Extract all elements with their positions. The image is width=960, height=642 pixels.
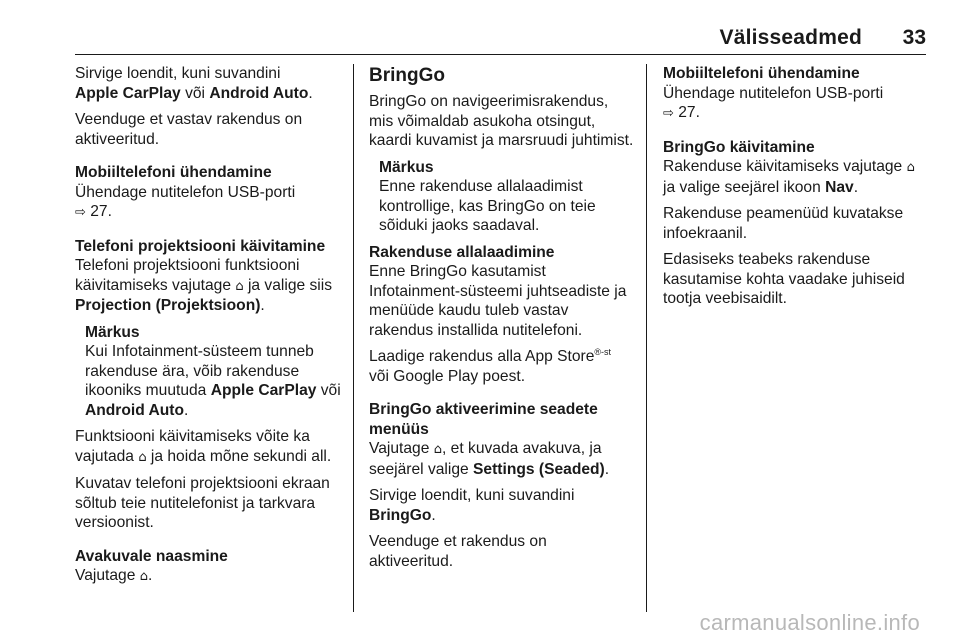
paragraph: Veenduge et rakendus on aktiveeritud. bbox=[369, 533, 547, 570]
heading: Mobiiltelefoni ühendamine bbox=[75, 164, 272, 181]
note-label: Märkus bbox=[85, 323, 140, 341]
paragraph: Sirvige loendit, kuni suvandini BringGo. bbox=[369, 487, 575, 524]
heading: BringGo käivitamine bbox=[663, 138, 815, 156]
paragraph: Sirvige loendit, kuni suvandini Apple CarPlay või Android Auto. bbox=[75, 65, 313, 102]
paragraph: Laadige rakendus alla App Store$^{®-st}$ või Google Play poest. bbox=[369, 346, 612, 385]
heading: Rakenduse allalaadimine bbox=[369, 243, 555, 261]
note-box: Märkus Enne rakenduse allalaadimist kontrollige, kas BringGo on teie sõiduki jaoks saadaval. bbox=[369, 158, 635, 236]
heading: Telefoni projektsiooni käivitamine bbox=[75, 237, 326, 255]
paragraph: Ühendage nutitelefon USB-porti ⇨ 27. bbox=[663, 84, 884, 121]
paragraph: BringGo on navigeerimisrakendus, mis võimaldab asukoha otsingut, kaardi kuvamist ja marsruudi juhtimist. bbox=[369, 93, 634, 149]
paragraph: Rakenduse peamenüüd kuvatakse infoekraanil. bbox=[663, 205, 904, 242]
heading: Mobiiltelefoni ühendamine bbox=[663, 65, 860, 82]
arrow-ref-icon: ⇨ bbox=[663, 106, 674, 121]
column-divider bbox=[646, 64, 647, 612]
paragraph: Telefoni projektsiooni funktsiooni käivitamiseks vajutage ⌂ ja valige siis Projection (Projektsioon). bbox=[75, 257, 333, 314]
home-icon: ⌂ bbox=[138, 449, 147, 465]
paragraph: Veenduge et vastav rakendus on aktiveeritud. bbox=[75, 111, 303, 148]
paragraph: Enne BringGo kasutamist Infotainment-süsteemi juhtseadiste ja menüüde kaudu tuleb vastav rakendus installida nutitelefoni. bbox=[369, 263, 627, 339]
section-title: Välisseadmed bbox=[719, 26, 862, 49]
home-icon: ⌂ bbox=[235, 278, 244, 294]
page-number: 33 bbox=[902, 26, 926, 49]
home-icon: ⌂ bbox=[433, 442, 443, 457]
arrow-ref-icon: ⇨ bbox=[75, 205, 86, 220]
heading: BringGo aktiveerimine seadete menüüs bbox=[369, 401, 598, 438]
home-icon: ⌂ bbox=[906, 160, 915, 175]
column-right bbox=[663, 64, 931, 316]
page-header bbox=[0, 0, 960, 58]
column-left bbox=[75, 64, 347, 594]
heading: Avakuvale naasmine bbox=[75, 547, 228, 565]
column-divider bbox=[353, 64, 354, 612]
paragraph: Edasiseks teabeks rakenduse kasutamise kohta vaadake juhiseid tootja veebisaidilt. bbox=[663, 251, 905, 307]
paragraph: Vajutage ⌂, et kuvada avakuva, ja seejärel valige Settings (Seaded). bbox=[369, 440, 610, 478]
section-heading: BringGo bbox=[369, 65, 445, 86]
paragraph: Kuvatav telefoni projektsiooni ekraan sõltub teie nutitelefonist ja tarkvara versioonist. bbox=[75, 475, 330, 531]
watermark: carmanualsonline.info bbox=[699, 610, 920, 635]
paragraph: Ühendage nutitelefon USB-porti ⇨ 27. bbox=[75, 183, 296, 220]
paragraph: Vajutage ⌂. bbox=[75, 567, 153, 584]
column-middle bbox=[369, 64, 635, 578]
note-box: Märkus Kui Infotainment-süsteem tunneb rakenduse ära, võib rakenduse ikooniks muutuda Apple CarPlay või Android Auto. bbox=[75, 323, 347, 421]
header-rule bbox=[75, 54, 926, 55]
note-label: Märkus bbox=[379, 158, 434, 176]
paragraph: Rakenduse käivitamiseks vajutage ⌂ ja valige seejärel ikoon Nav. bbox=[663, 158, 915, 196]
paragraph: Funktsiooni käivitamiseks võite ka vajutada ⌂ ja hoida mõne sekundi all. bbox=[75, 428, 332, 465]
home-icon: ⌂ bbox=[139, 569, 149, 584]
